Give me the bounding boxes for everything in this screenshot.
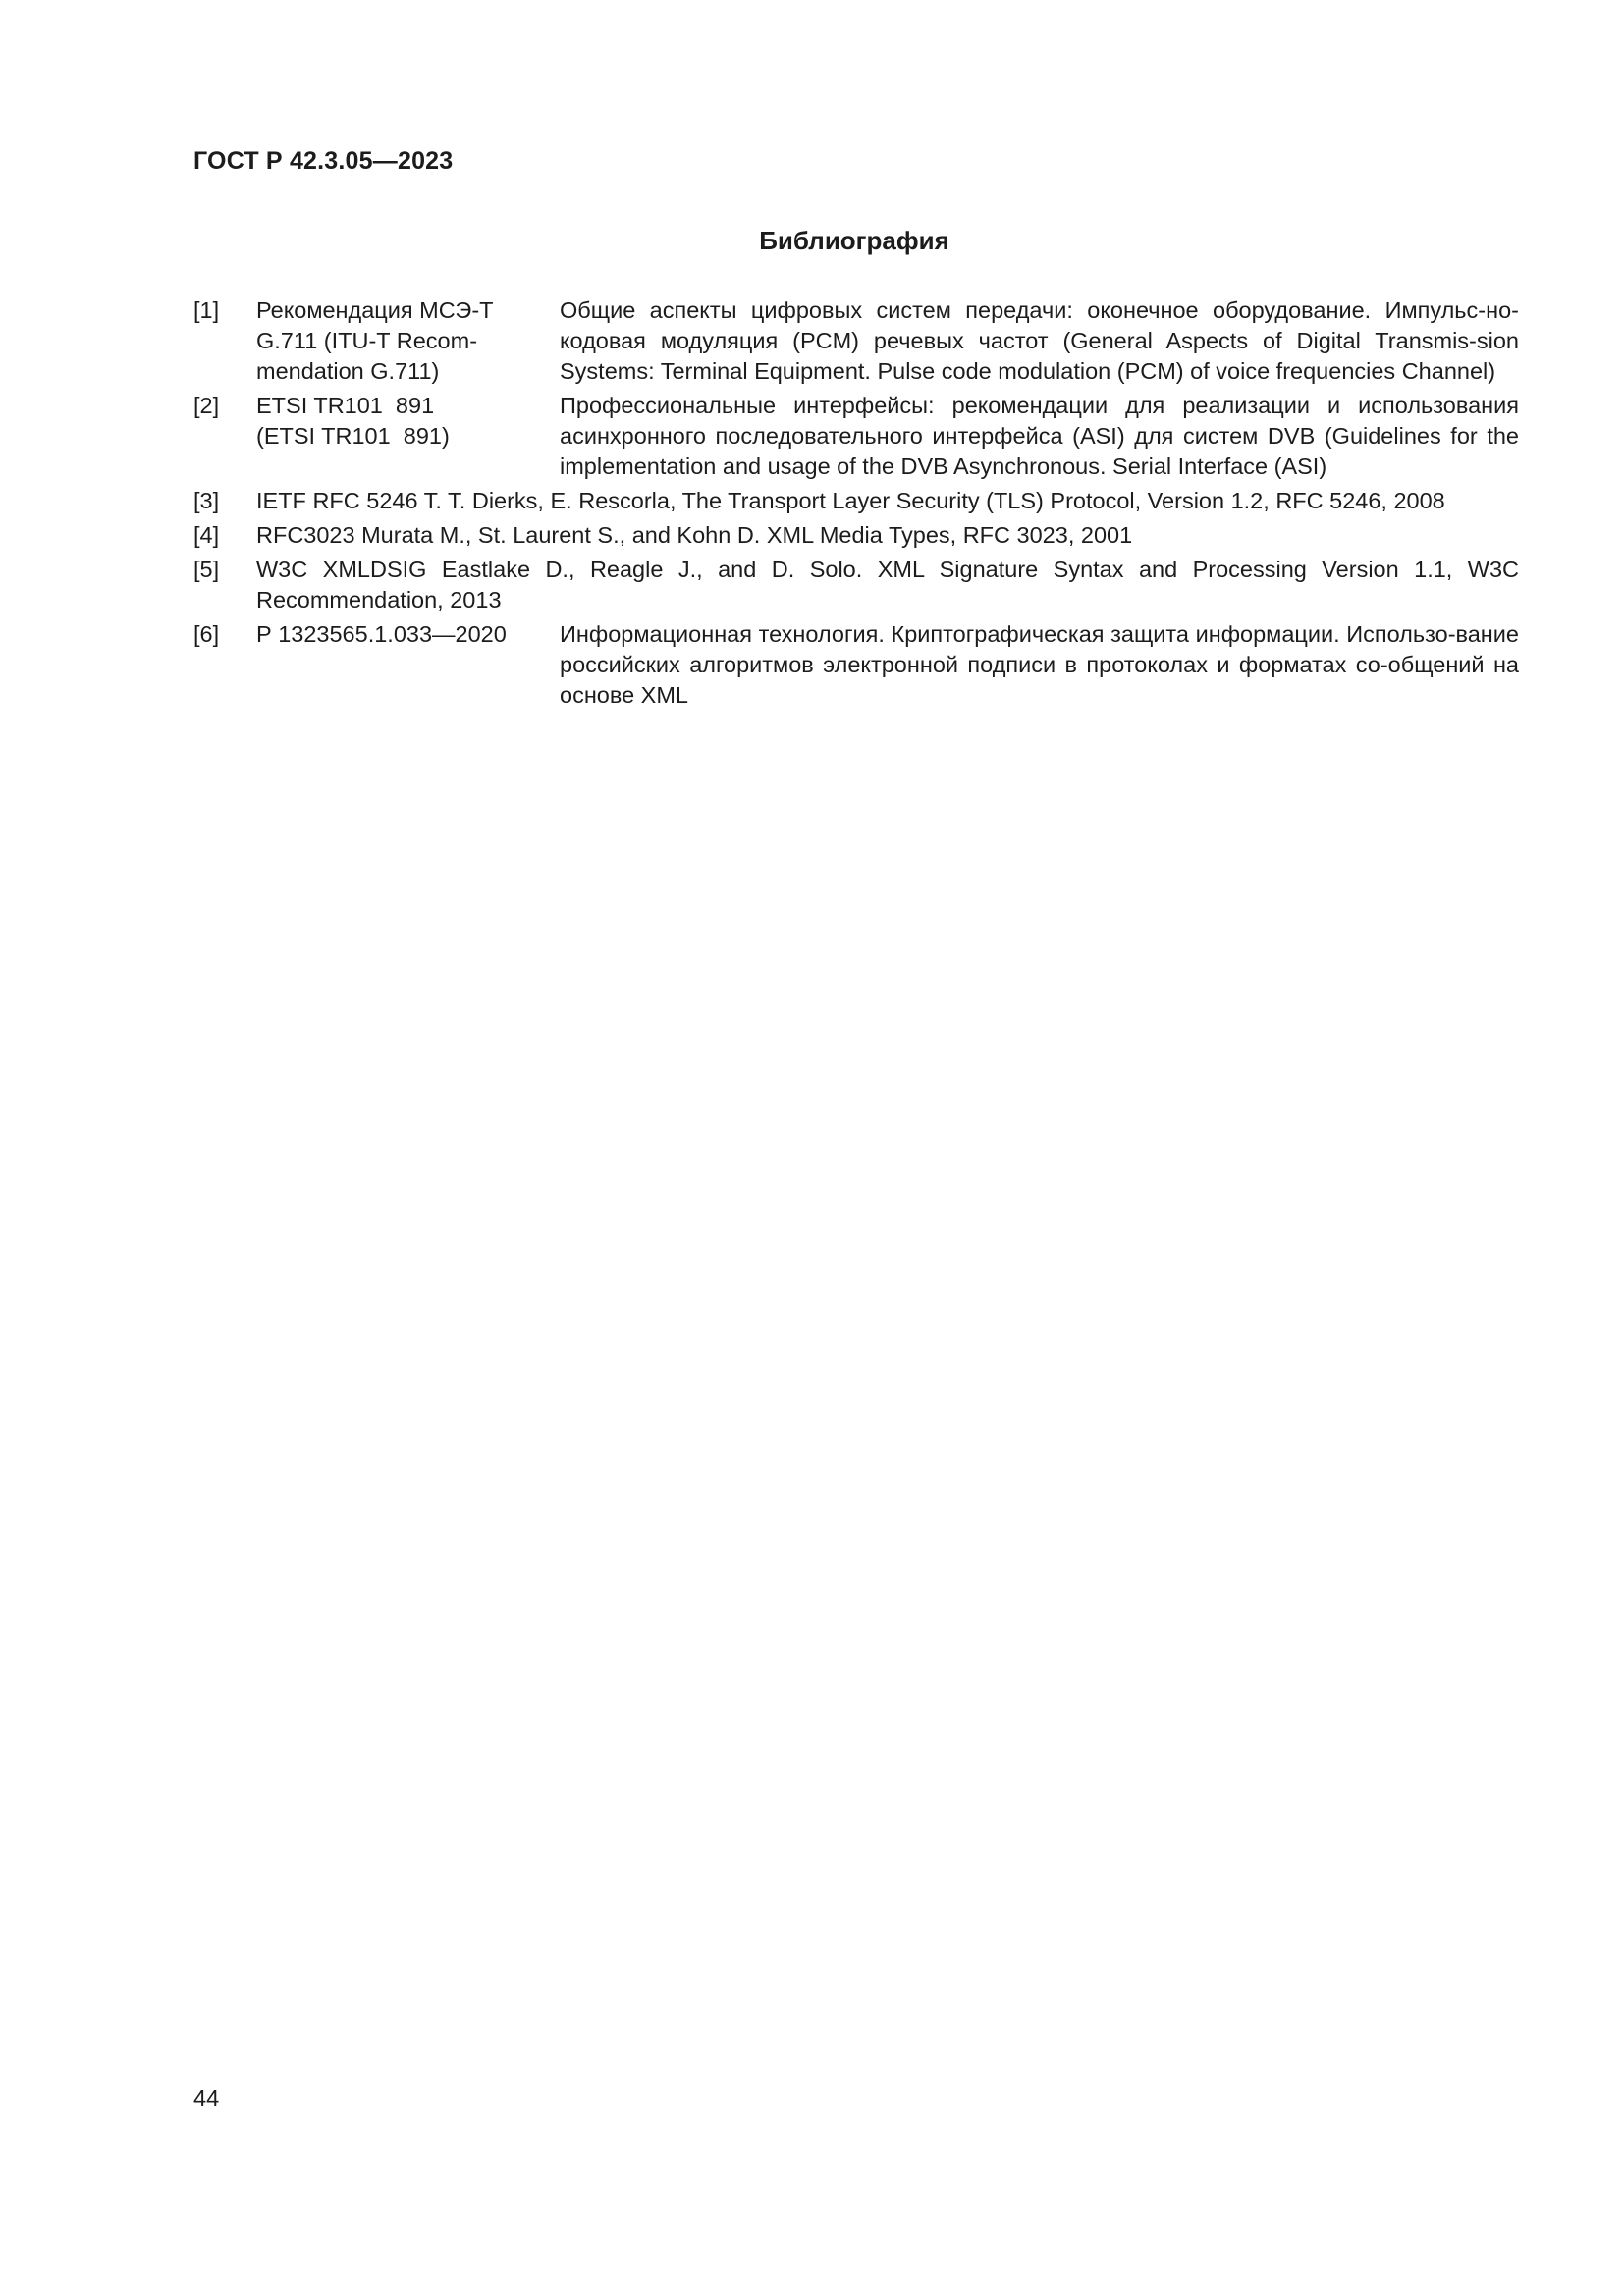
entry-number: [3] xyxy=(193,488,220,513)
entry-number: [6] xyxy=(193,621,220,647)
entry-reference: Рекомендация МСЭ-Т G.711 (ITU-T Recom- mendation G.711) xyxy=(256,297,494,384)
bibliography-entry xyxy=(193,486,1519,516)
entry-text: IETF RFC 5246 T. T. Dierks, E. Rescorla, The Transport Layer Security (TLS) Protocol, Version 1.2, RFC 5246, 2008 xyxy=(256,488,1445,513)
entry-description: Общие аспекты цифровых систем передачи: оконечное оборудование. Импульс-но-кодовая модуляция (PCM) речевых частот (General Aspects of Digital Transmis-sion Systems: Terminal Equipment. Pulse code modulation (PCM) of voice frequencies Channel) xyxy=(560,297,1519,384)
bibliography-entry xyxy=(193,391,1519,482)
entry-reference: Р 1323565.1.033—2020 xyxy=(256,621,507,647)
page-number: 44 xyxy=(193,2085,220,2110)
bibliography-list xyxy=(193,295,1519,715)
entry-number: [5] xyxy=(193,557,220,582)
entry-description: Информационная технология. Криптографическая защита информации. Использо-вание российских алгоритмов электронной подписи в протоколах и форматах со-общений на основе XML xyxy=(560,621,1519,708)
bibliography-entry xyxy=(193,555,1519,615)
section-title: Библиография xyxy=(759,226,949,255)
entry-description: Профессиональные интерфейсы: рекомендации для реализации и использования асинхронного последовательного интерфейса (ASI) для систем DVB (Guidelines for the implementation and usage of the DVB Asynchronous. Serial Interface (ASI) xyxy=(560,393,1519,479)
entry-number: [1] xyxy=(193,297,220,323)
document-code: ГОСТ Р 42.3.05—2023 xyxy=(193,147,454,175)
entry-number: [4] xyxy=(193,522,220,548)
entry-text: RFC3023 Murata M., St. Laurent S., and Kohn D. XML Media Types, RFC 3023, 2001 xyxy=(256,522,1133,548)
bibliography-entry xyxy=(193,619,1519,711)
entry-number: [2] xyxy=(193,393,220,418)
entry-reference: ETSI TR101 891 (ETSI TR101 891) xyxy=(256,393,450,449)
bibliography-entry xyxy=(193,520,1519,551)
bibliography-entry xyxy=(193,295,1519,387)
entry-text: W3C XMLDSIG Eastlake D., Reagle J., and D. Solo. XML Signature Syntax and Processing Version 1.1, W3C Recommendation, 2013 xyxy=(256,557,1519,613)
